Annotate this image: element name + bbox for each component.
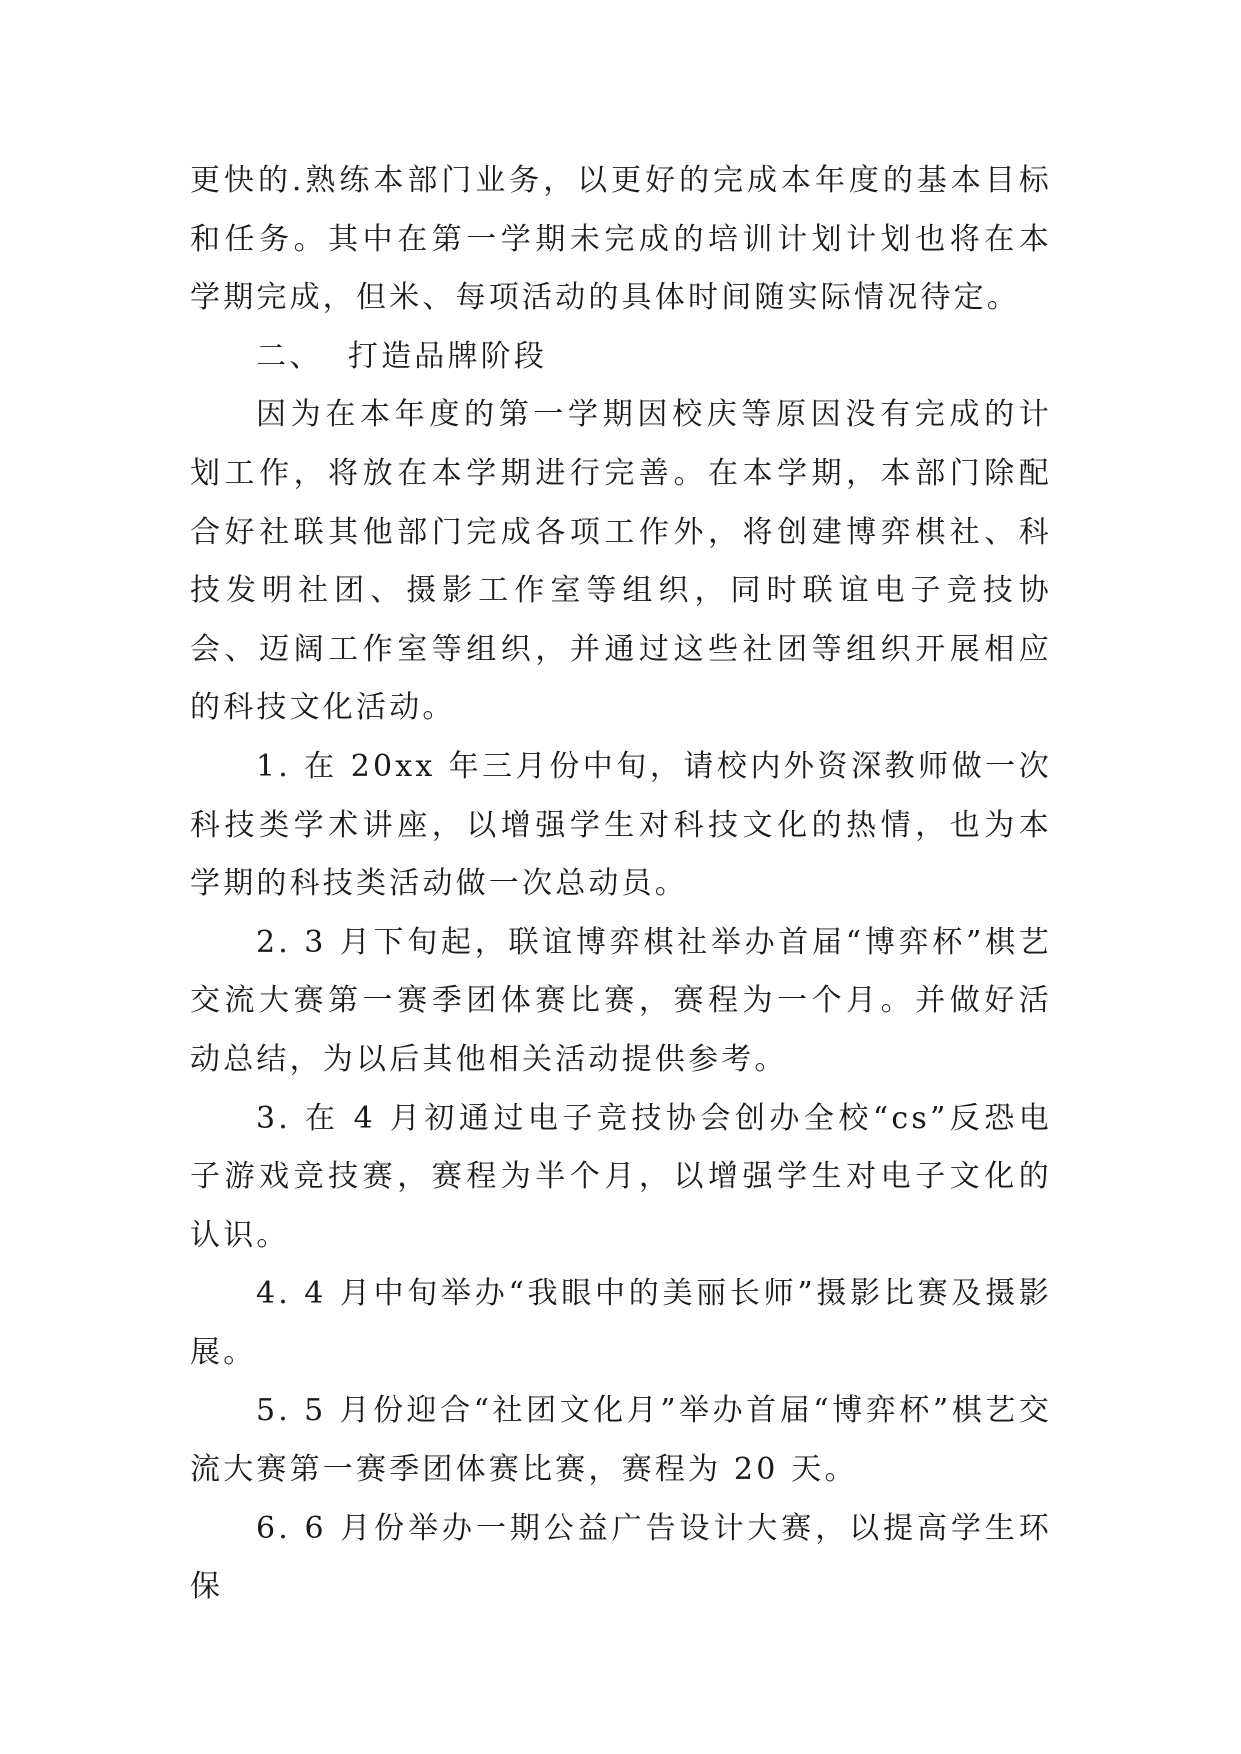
list-item-6: 6. 6 月份举办一期公益广告设计大赛，以提高学生环保 bbox=[190, 1510, 1052, 1605]
paragraph-intro: 因为在本年度的第一学期因校庆等原因没有完成的计划工作，将放在本学期进行完善。在本学期，本部门除配合好社联其他部门完成各项工作外，将创建博弈棋社、科技发明社团、摄影工作室等组织，同时联谊电子竞技协会、迈阔工作室等组织，并通过这些社团等组织开展相应的科技文化活动。 bbox=[190, 397, 1052, 726]
list-item-3: 3. 在 4 月初通过电子竞技协会创办全校“cs”反恐电子游戏竞技赛，赛程为半个月，以增强学生对电子文化的认识。 bbox=[190, 1100, 1052, 1253]
list-item-5: 5. 5 月份迎合“社团文化月”举办首届“博弈杯”棋艺交流大赛第一赛季团体赛比赛，赛程为 20 天。 bbox=[190, 1393, 1052, 1488]
list-item-1: 1. 在 20xx 年三月份中旬，请校内外资深教师做一次科技类学术讲座，以增强学生对科技文化的热情，也为本学期的科技类活动做一次总动员。 bbox=[190, 748, 1052, 902]
document-body bbox=[190, 152, 1052, 1617]
paragraph-continuation: 更快的.熟练本部门业务，以更好的完成本年度的基本目标和任务。其中在第一学期未完成的培训计划计划也将在本学期完成，但米、每项活动的具体时间随实际情况待定。 bbox=[190, 163, 1052, 316]
list-item-2: 2. 3 月下旬起，联谊博弈棋社举办首届“博弈杯”棋艺交流大赛第一赛季团体赛比赛，赛程为一个月。并做好活动总结，为以后其他相关活动提供参考。 bbox=[190, 924, 1052, 1077]
list-item-4: 4. 4 月中旬举办“我眼中的美丽长师”摄影比赛及摄影展。 bbox=[190, 1276, 1052, 1370]
section-heading: 二、 打造品牌阶段 bbox=[256, 338, 548, 374]
